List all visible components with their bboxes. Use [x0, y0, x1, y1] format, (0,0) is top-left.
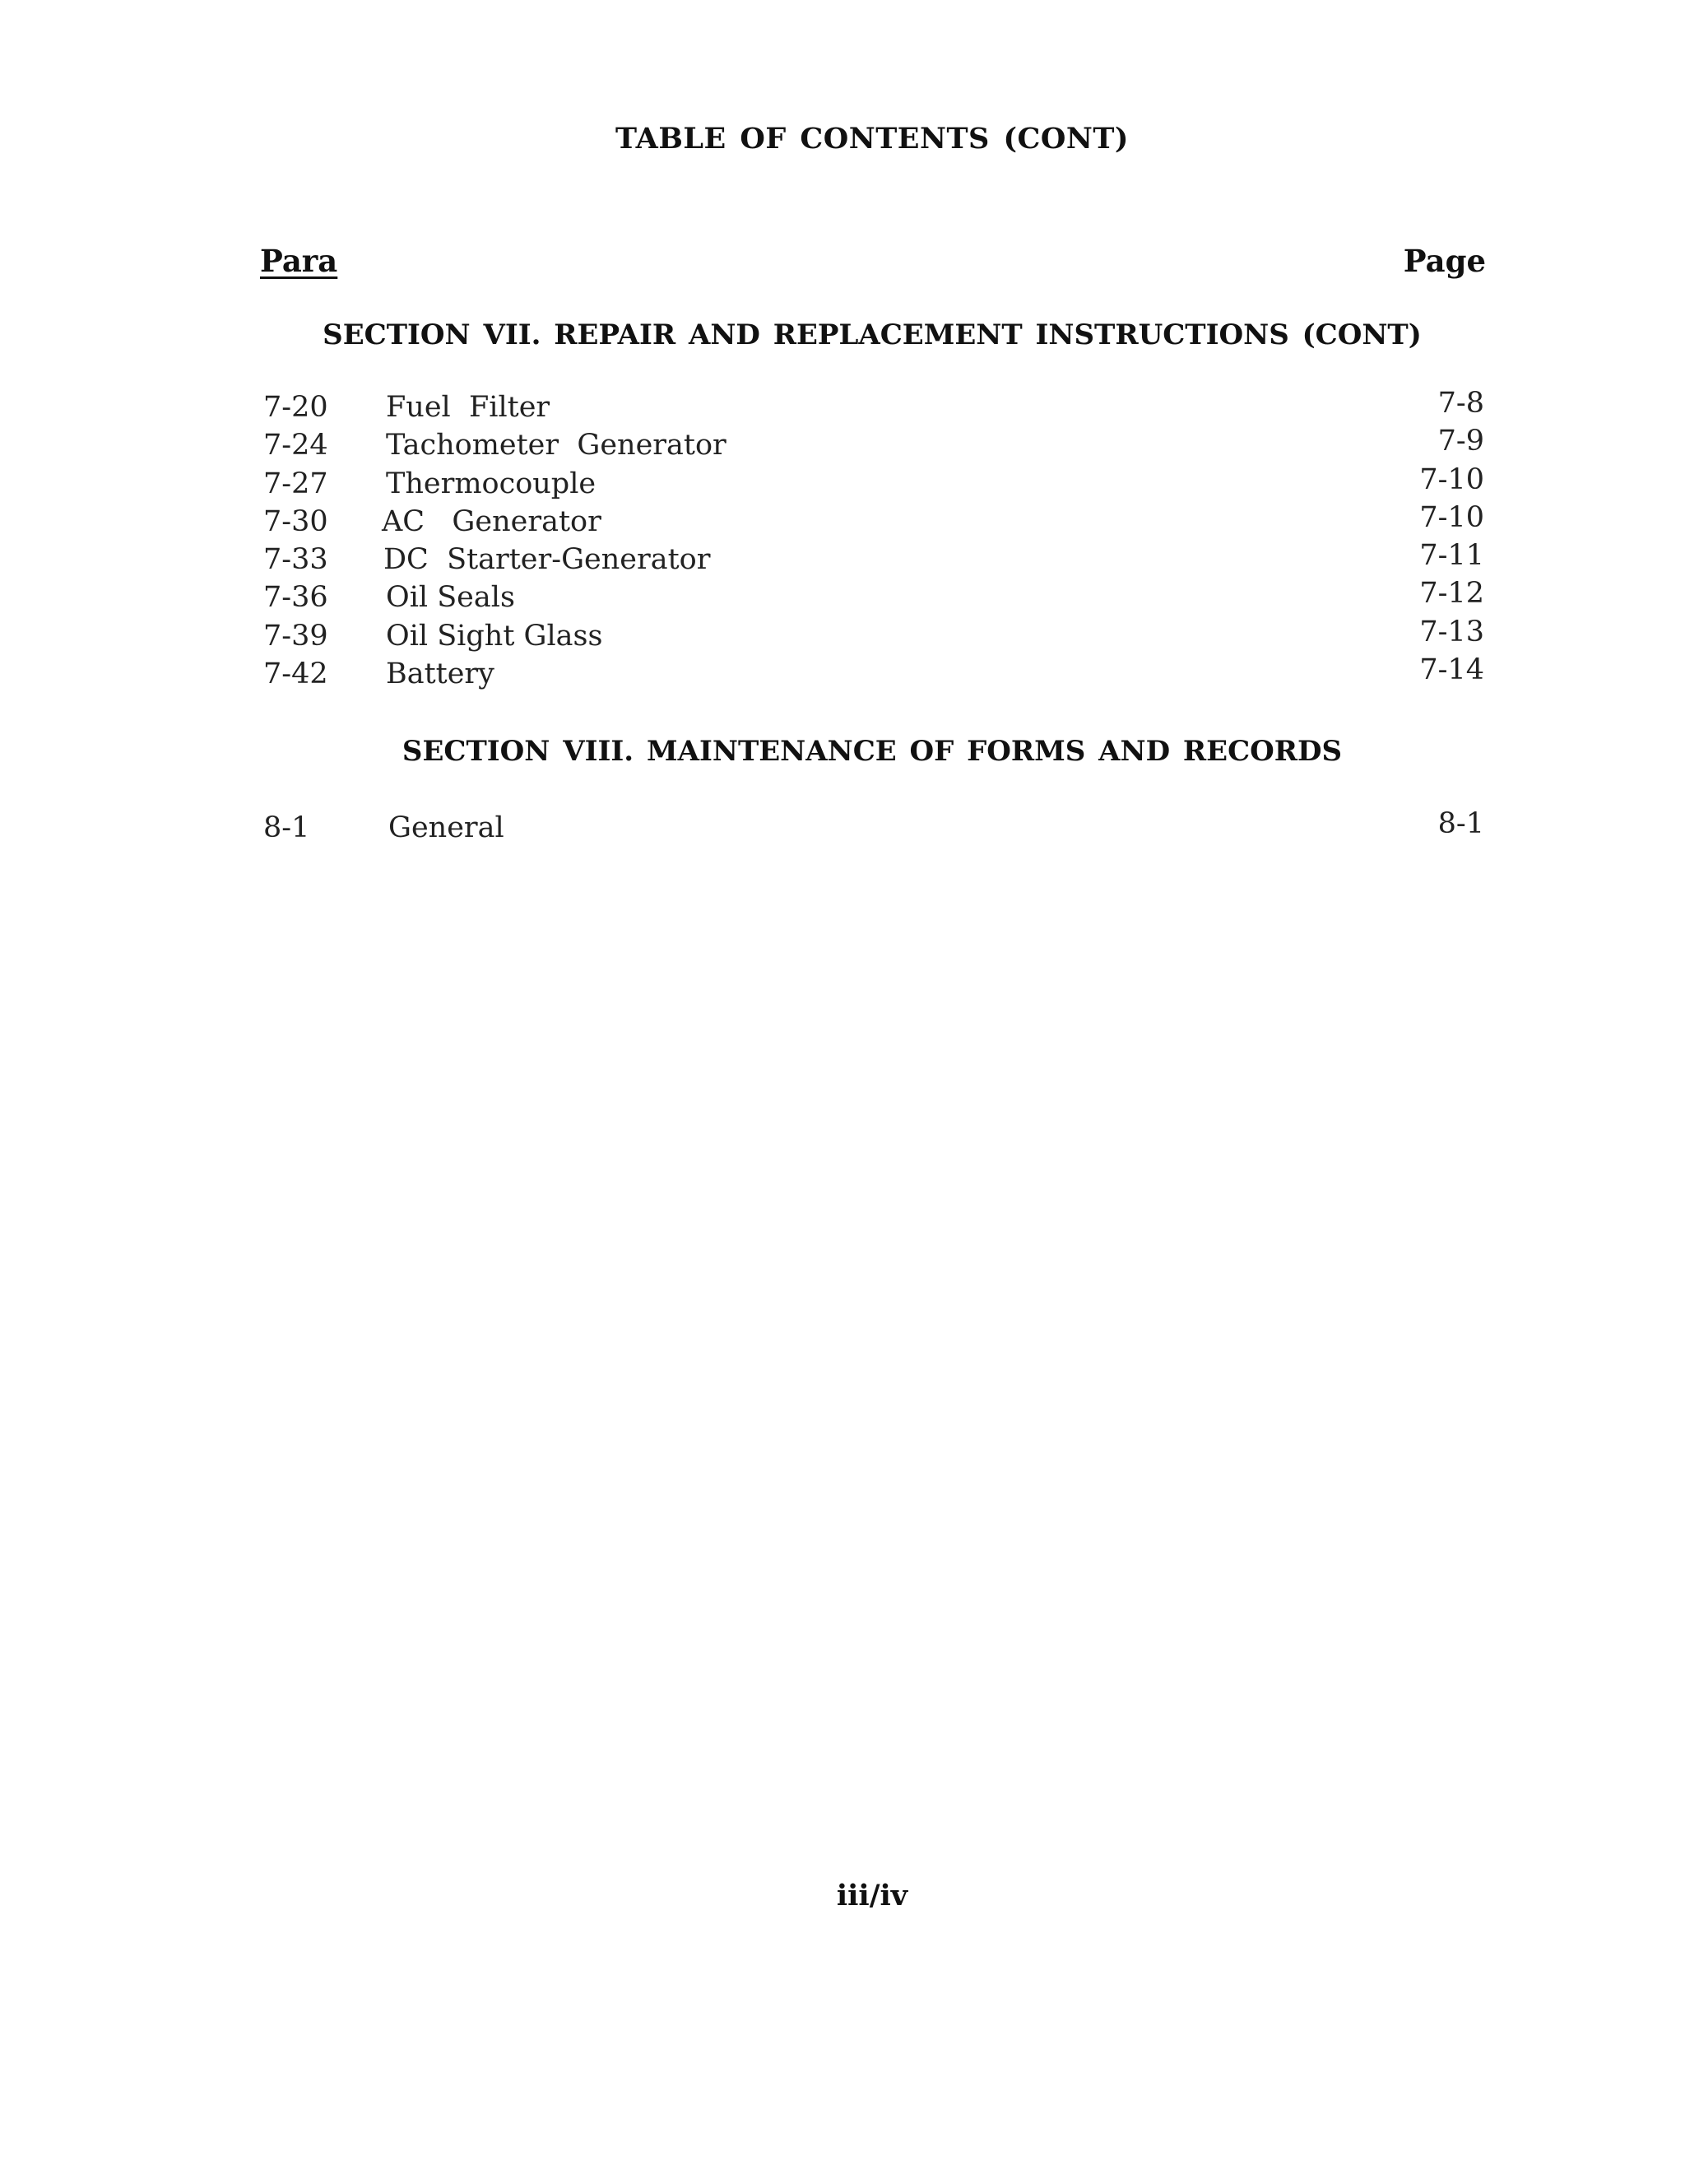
- toc-para-number: 7-30: [263, 504, 328, 538]
- toc-list: [0, 809, 1685, 847]
- section-heading: SECTION VIII. MAINTENANCE OF FORMS AND RECORDS: [402, 735, 1343, 768]
- footer-page-number: iii/iv: [836, 1879, 908, 1912]
- toc-page-number: 7-11: [1419, 539, 1484, 573]
- toc-para-number: 7-42: [263, 658, 328, 691]
- toc-para-number: 7-20: [263, 391, 328, 424]
- toc-page-number: 7-9: [1437, 425, 1484, 458]
- toc-entry[interactable]: [0, 579, 1685, 616]
- toc-entry-title: AC Generator: [382, 504, 601, 538]
- page-column-header: Page: [1403, 243, 1486, 279]
- para-column-header: Para: [260, 243, 338, 279]
- toc-entry-title: Battery: [386, 658, 494, 691]
- toc-para-number: 7-33: [263, 543, 328, 577]
- toc-entry[interactable]: [0, 617, 1685, 655]
- toc-entry[interactable]: [0, 500, 1685, 541]
- toc-entry[interactable]: [0, 809, 1685, 847]
- toc-entry[interactable]: [0, 388, 1685, 426]
- toc-entry-title: Tachometer Generator: [386, 429, 726, 462]
- toc-entry-title: Oil Sight Glass: [386, 619, 603, 653]
- toc-page-number: 7-8: [1437, 387, 1484, 420]
- toc-para-number: 7-36: [263, 581, 328, 615]
- toc-entry[interactable]: [0, 462, 1685, 503]
- toc-entry-title: Fuel Filter: [386, 391, 550, 424]
- toc-entry-title: DC Starter-Generator: [383, 543, 711, 577]
- toc-page-number: 7-10: [1419, 462, 1484, 496]
- toc-entry[interactable]: [0, 426, 1685, 464]
- toc-entry[interactable]: [0, 655, 1685, 693]
- toc-entry-title: Oil Seals: [386, 581, 515, 615]
- page-title: TABLE OF CONTENTS (CONT): [615, 122, 1129, 156]
- toc-page-number: 7-12: [1419, 577, 1484, 611]
- toc-entry[interactable]: [0, 541, 1685, 579]
- toc-page-number: 7-10: [1419, 500, 1484, 534]
- toc-page-number: 7-13: [1419, 615, 1484, 648]
- toc-entry-title: General: [388, 811, 504, 844]
- toc-page-number: 7-14: [1419, 653, 1484, 687]
- toc-para-number: 7-27: [263, 467, 328, 500]
- toc-para-number: 7-24: [263, 429, 328, 462]
- toc-page-number: 8-1: [1437, 807, 1484, 840]
- toc-para-number: 8-1: [263, 811, 310, 844]
- section-heading: SECTION VII. REPAIR AND REPLACEMENT INSTRUCTIONS (CONT): [323, 318, 1422, 351]
- toc-para-number: 7-39: [263, 619, 328, 653]
- toc-list: [0, 388, 1685, 693]
- toc-entry-title: Thermocouple: [386, 467, 596, 500]
